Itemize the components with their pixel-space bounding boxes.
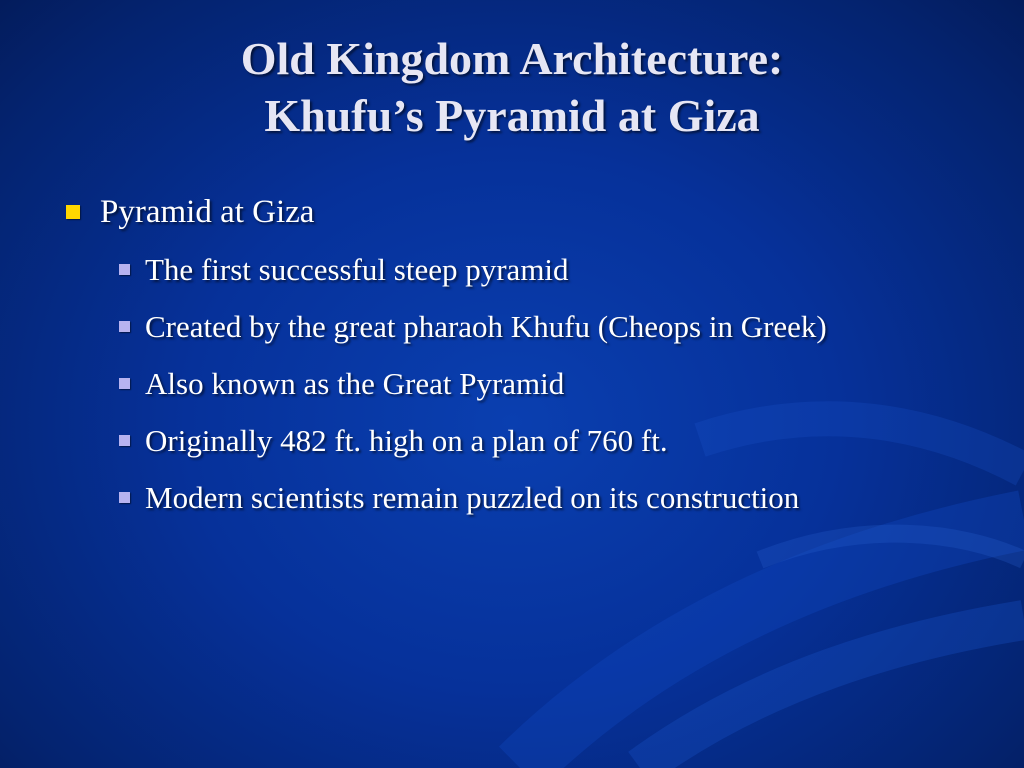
sub-bullet-text: Originally 482 ft. high on a plan of 760 ft. bbox=[145, 423, 668, 458]
title-line-1: Old Kingdom Architecture: bbox=[240, 33, 784, 84]
sub-bullet-text: Modern scientists remain puzzled on its construction bbox=[145, 480, 800, 515]
sub-bullet-item bbox=[60, 362, 980, 405]
square-bullet-icon bbox=[119, 492, 130, 503]
sub-bullet-text: Created by the great pharaoh Khufu (Cheops in Greek) bbox=[145, 309, 827, 344]
sub-bullet-text: Also known as the Great Pyramid bbox=[145, 366, 565, 401]
slide-title bbox=[0, 30, 1024, 144]
slide-content bbox=[60, 190, 980, 533]
square-bullet-icon bbox=[119, 321, 130, 332]
square-bullet-icon bbox=[119, 435, 130, 446]
sub-bullet-item bbox=[60, 248, 980, 291]
sub-bullet-item bbox=[60, 305, 980, 348]
square-bullet-icon bbox=[119, 378, 130, 389]
title-line-2: Khufu’s Pyramid at Giza bbox=[264, 90, 760, 141]
sub-bullet-item bbox=[60, 476, 980, 519]
sub-bullet-item bbox=[60, 419, 980, 462]
bullet-text: Pyramid at Giza bbox=[100, 194, 315, 230]
square-bullet-icon bbox=[66, 205, 80, 219]
square-bullet-icon bbox=[119, 264, 130, 275]
bullet-item-main bbox=[60, 190, 980, 234]
sub-bullet-text: The first successful steep pyramid bbox=[145, 252, 569, 287]
